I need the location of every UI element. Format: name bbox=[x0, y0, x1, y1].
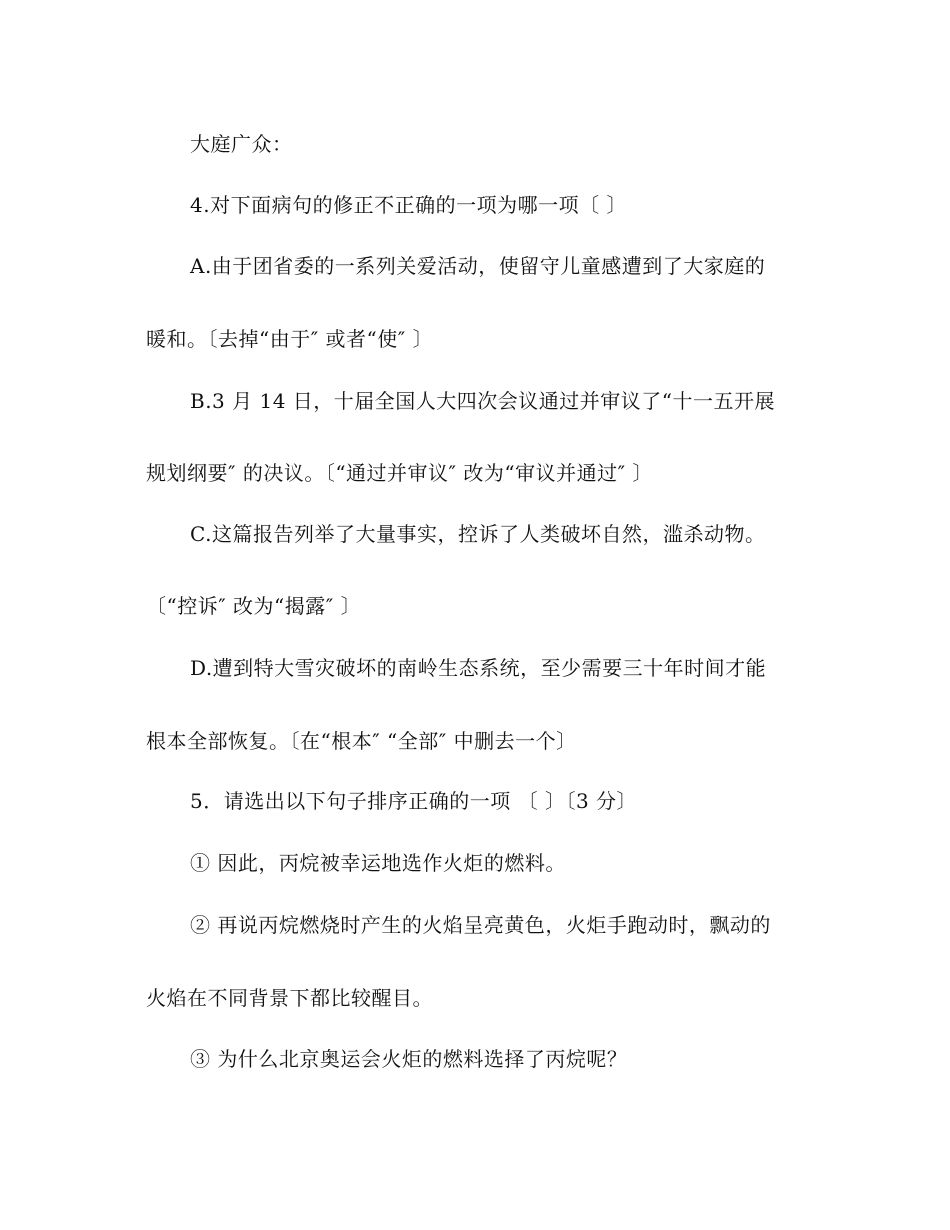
option-c-line-2: 〔“控诉″ 改为“揭露″ 〕 bbox=[146, 594, 362, 618]
option-b-line-1: B.3 月 14 日，十届全国人大四次会议通过并审议了“十一五开展 bbox=[190, 389, 776, 413]
option-d-line-2: 根本全部恢复。〔在“根本″ “全部″ 中删去一个〕 bbox=[146, 729, 577, 753]
option-d-line-1: D.遭到特大雪灾破坏的南岭生态系统，至少需要三十年时间才能 bbox=[190, 656, 767, 680]
option-c-line-1: C.这篇报告列举了大量事实，控诉了人类破坏自然，滥杀动物。 bbox=[190, 522, 766, 546]
sentence-2-line-2: 火焰在不同背景下都比较醒目。 bbox=[146, 986, 433, 1010]
question-4-stem: 4.对下面病句的修正不正确的一项为哪一项〔 〕 bbox=[190, 193, 627, 217]
sentence-3: ③ 为什么北京奥运会火炬的燃料选择了丙烷呢？ bbox=[190, 1047, 628, 1071]
sentence-1: ① 因此，丙烷被幸运地选作火炬的燃料。 bbox=[190, 851, 566, 875]
question-5-stem: 5．请选出以下句子排序正确的一项 〔 〕〔3 分〕 bbox=[190, 789, 638, 813]
sentence-2-line-1: ② 再说丙烷燃烧时产生的火焰呈亮黄色，火炬手跑动时，飘动的 bbox=[190, 913, 771, 937]
option-a-line-1: A.由于团省委的一系列关爱活动，使留守儿童感遭到了大家庭的 bbox=[190, 254, 766, 278]
option-a-line-2: 暖和。〔去掉“由于″ 或者“使″ 〕 bbox=[146, 327, 434, 351]
text-line-idiom: 大庭广众： bbox=[190, 132, 293, 156]
option-b-line-2: 规划纲要″ 的决议。〔“通过并审议″ 改为“审议并通过″ 〕 bbox=[146, 461, 653, 485]
